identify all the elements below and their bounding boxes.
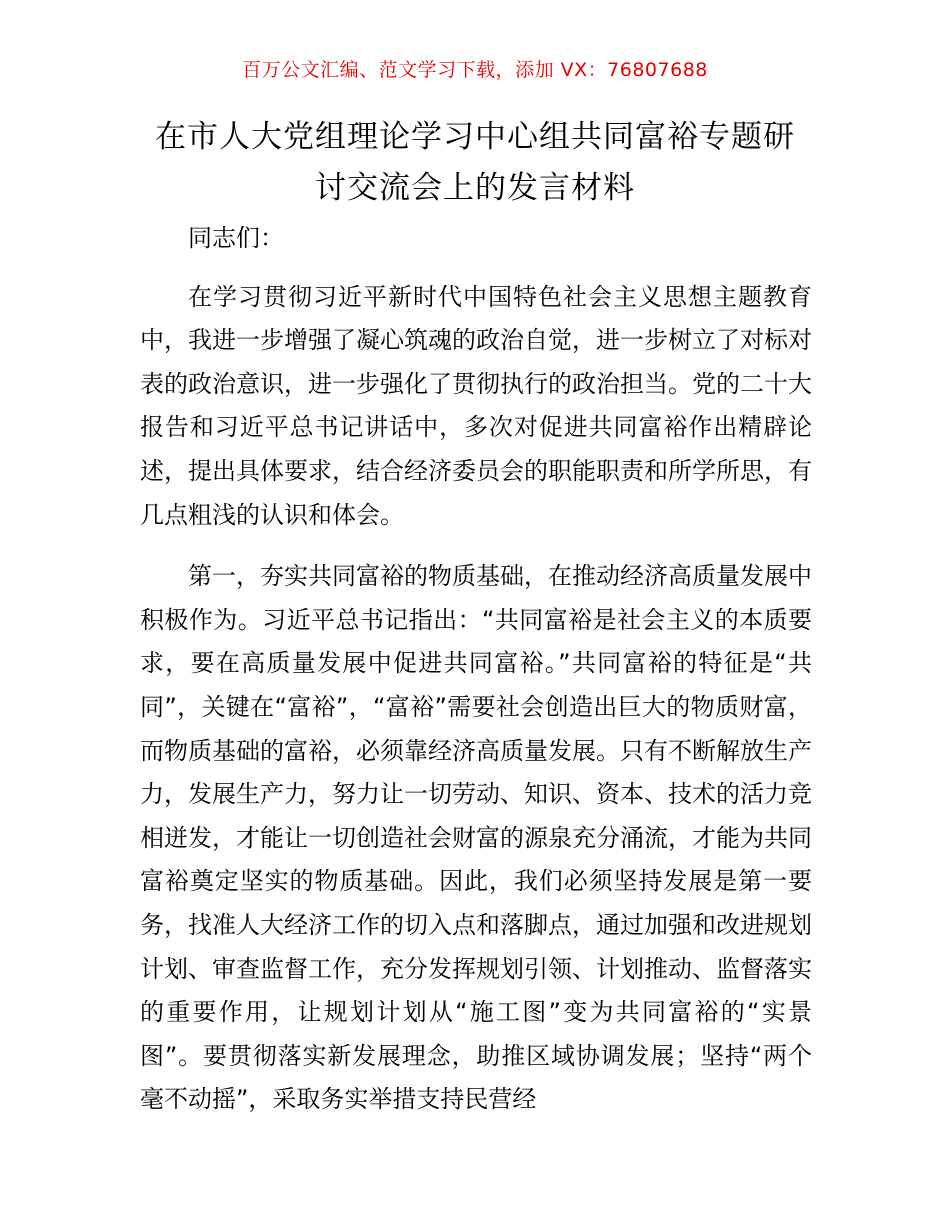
paragraph-first-point: 第一，夯实共同富裕的物质基础，在推动经济高质量发展中积极作为。习近平总书记指出：“共同富裕是社会主义的本质要求，要在高质量发展中促进共同富裕。”共同富裕的特征是“共同”，关键在“富裕”，“富裕”需要社会创造出巨大的物质财富，而物质基础的富裕，必须靠经济高质量发展。只有不断解放生产力，发展生产力，努力让一切劳动、知识、资本、技术的活力竞相迸发，才能让一切创造社会财富的源泉充分涌流，才能为共同富裕奠定坚实的物质基础。因此，我们必须坚持发展是第一要务，找准人大经济工作的切入点和落脚点，通过加强和改进规划计划、审查监督工作，充分发挥规划引领、计划推动、监督落实的重要作用，让规划计划从“施工图”变为共同富裕的“实景图”。要贯彻落实新发展理念，助推区域协调发展；坚持“两个毫不动摇”，采取务实举措支持民营经 — [140, 562, 812, 1114]
document-title: 在市人大党组理论学习中心组共同富裕专题研讨交流会上的发言材料 — [155, 119, 795, 206]
document-body — [140, 217, 812, 1122]
paragraph-intro: 在学习贯彻习近平新时代中国特色社会主义思想主题教育中，我进一步增强了凝心筑魂的政治自觉，进一步树立了对标对表的政治意识，进一步强化了贯彻执行的政治担当。党的二十大报告和习近平总书记讲话中，多次对促进共同富裕作出精辟论述，提出具体要求，结合经济委员会的职能职责和所学所思，有几点粗浅的认识和体会。 — [140, 282, 812, 529]
greeting: 同志们： — [188, 224, 284, 252]
watermark-header: 百万公文汇编、范文学习下载，添加 VX：76807688 — [242, 59, 708, 81]
